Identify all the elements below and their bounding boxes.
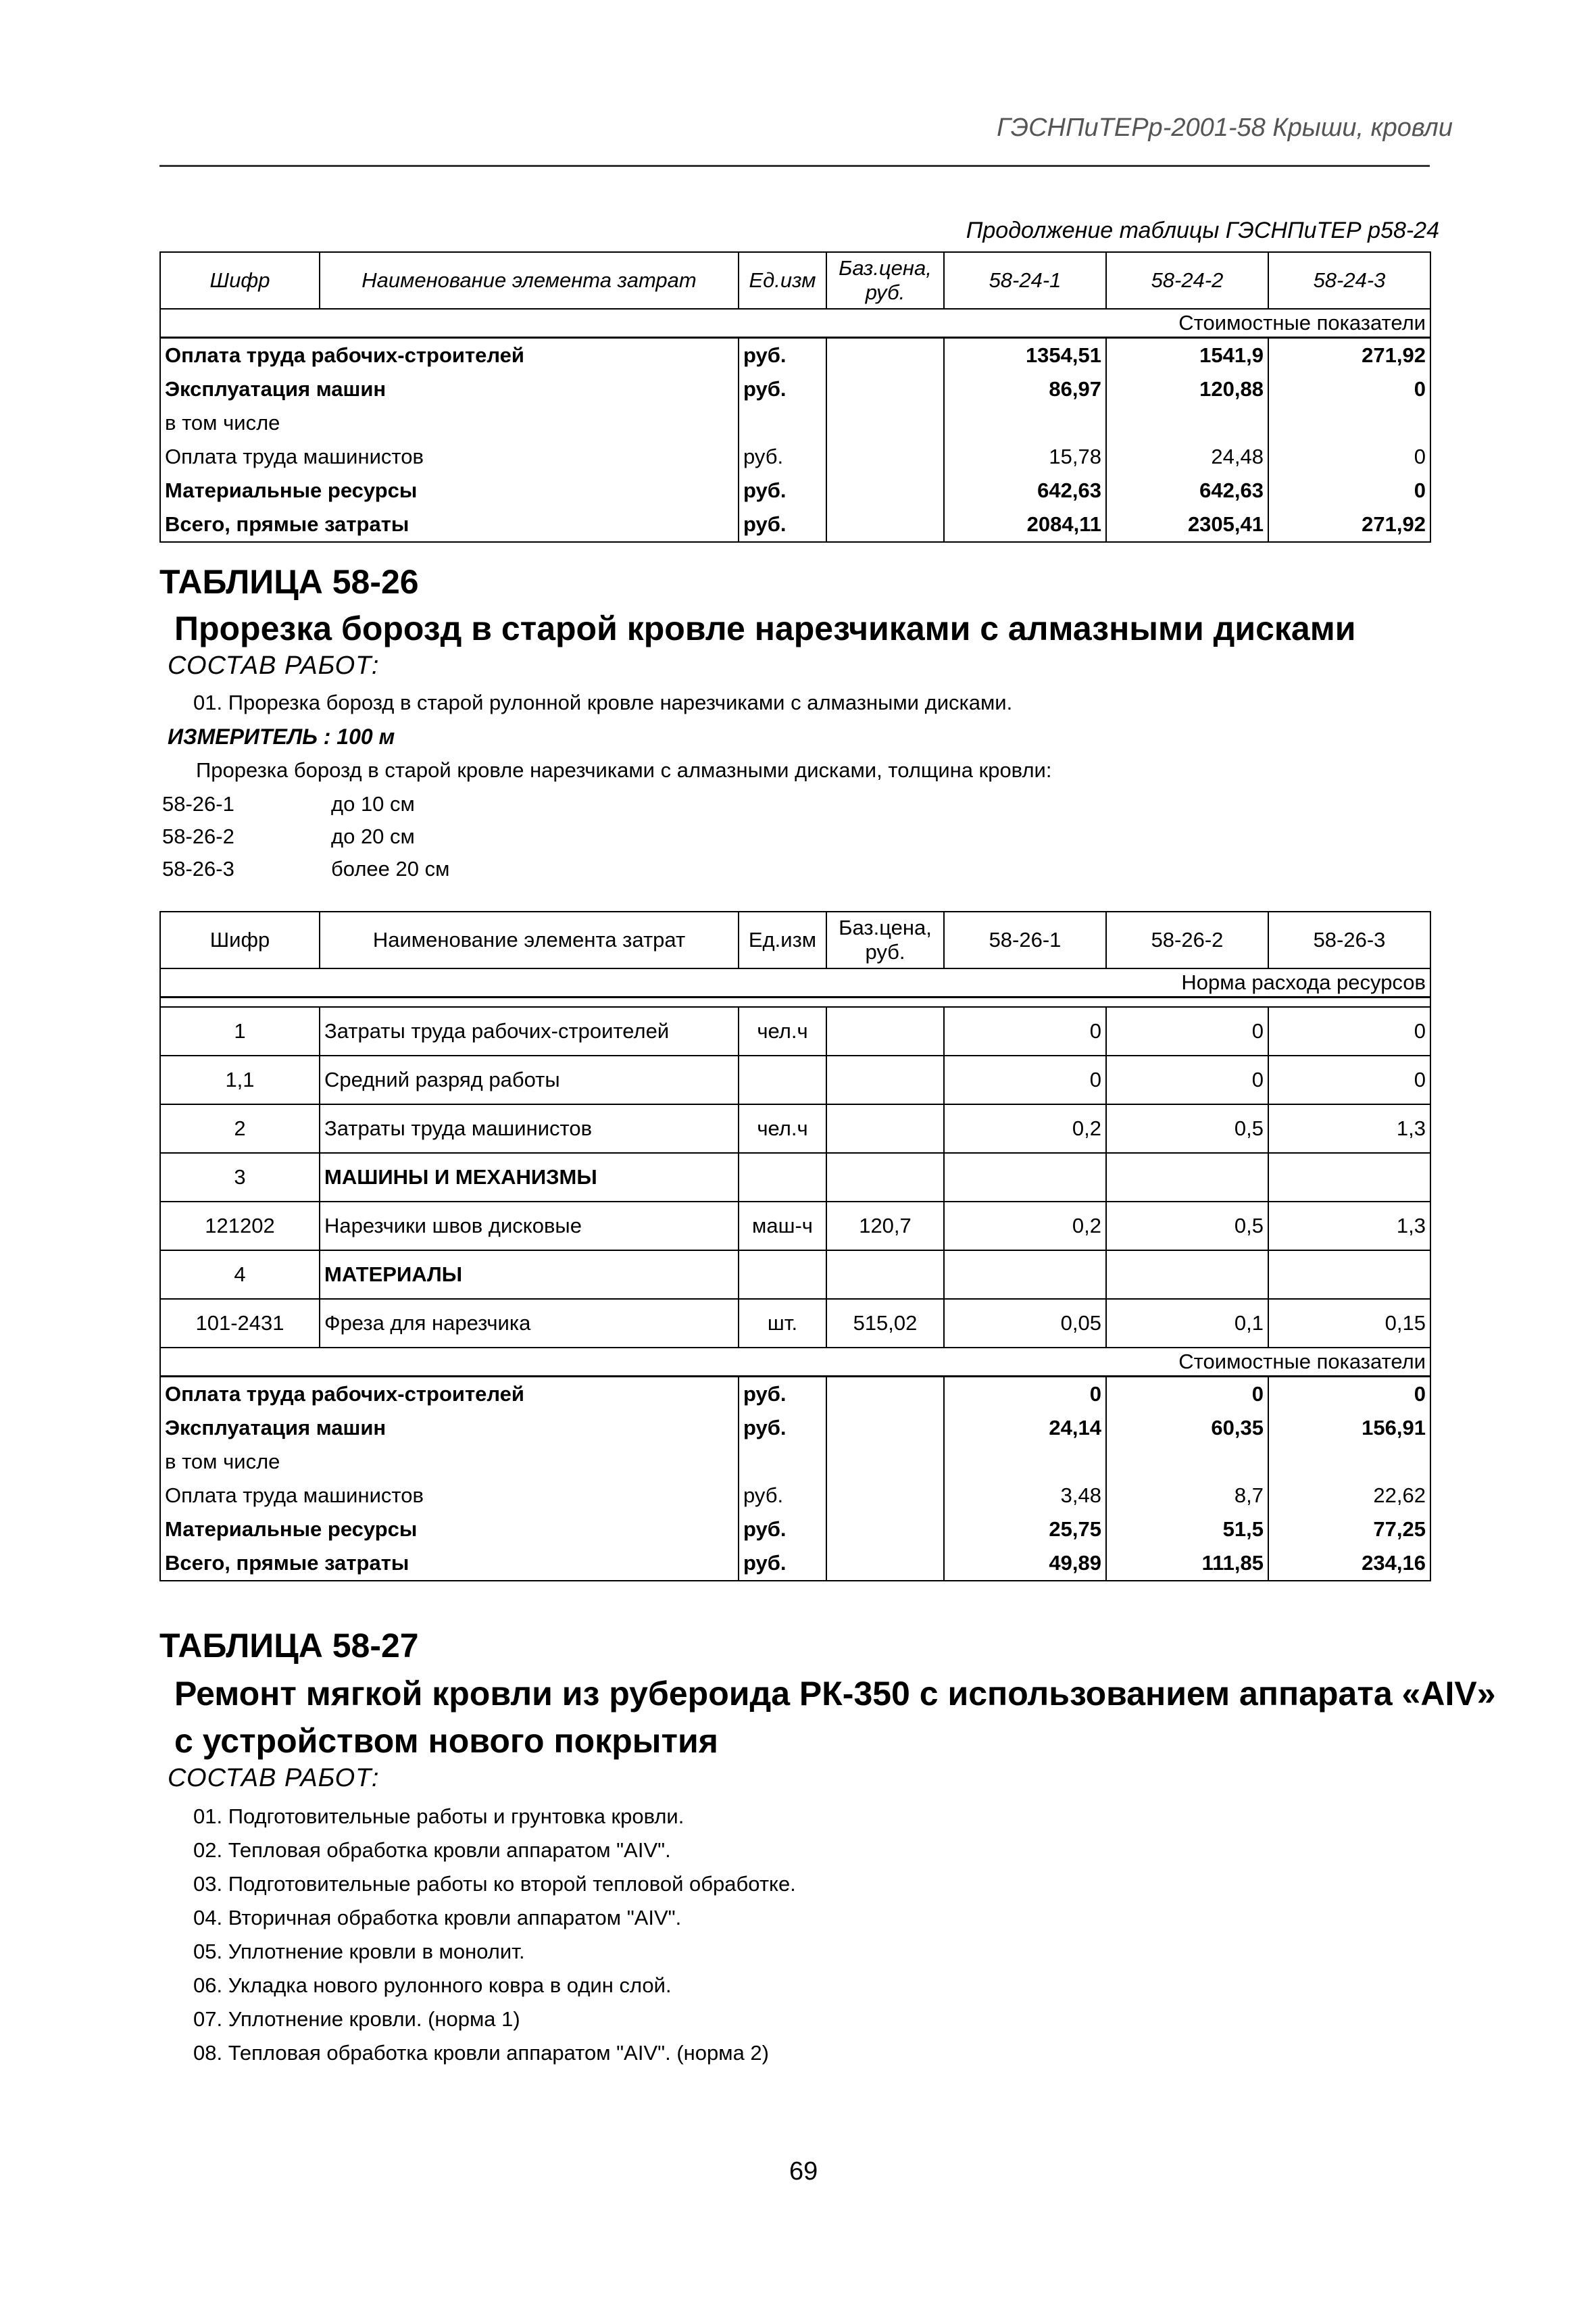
row-unit bbox=[739, 1056, 826, 1104]
code-value: до 20 см bbox=[331, 824, 415, 848]
row-value: 0,2 bbox=[944, 1202, 1106, 1250]
row-unit: руб. bbox=[739, 1512, 826, 1546]
work-item: 02. Тепловая обработка кровли аппаратом "AIV". bbox=[193, 1838, 671, 1862]
row-name: Нарезчики швов дисковые bbox=[320, 1202, 739, 1250]
row-price bbox=[826, 1056, 944, 1104]
table-58-26-measure bbox=[168, 724, 395, 749]
row-value: 120,88 bbox=[1106, 372, 1268, 406]
table-58-26 bbox=[159, 911, 1431, 1581]
col-header-58-24-2: 58-24-2 bbox=[1106, 252, 1268, 309]
measure-label: ИЗМЕРИТЕЛЬ : bbox=[168, 724, 331, 749]
row-unit: руб. bbox=[739, 474, 826, 508]
row-unit: руб. bbox=[739, 1546, 826, 1581]
work-item: 01. Прорезка борозд в старой рулонной кровле нарезчиками с алмазными дисками. bbox=[193, 691, 1013, 714]
row-value: 15,78 bbox=[944, 440, 1106, 474]
row-unit: чел.ч bbox=[739, 1007, 826, 1056]
col-header-code: Шифр bbox=[160, 912, 320, 968]
col-header-58-24-3: 58-24-3 bbox=[1268, 252, 1430, 309]
section-label-norm: Норма расхода ресурсов bbox=[160, 968, 1430, 998]
row-value: 0 bbox=[944, 1377, 1106, 1412]
row-unit: шт. bbox=[739, 1299, 826, 1348]
row-value: 51,5 bbox=[1106, 1512, 1268, 1546]
row-value: 271,92 bbox=[1268, 508, 1430, 542]
row-value: 8,7 bbox=[1106, 1479, 1268, 1512]
row-price bbox=[826, 1104, 944, 1153]
row-unit: руб. bbox=[739, 1377, 826, 1412]
row-name: Фреза для нарезчика bbox=[320, 1299, 739, 1348]
row-name: Средний разряд работы bbox=[320, 1056, 739, 1104]
table-58-27-sostav-label: СОСТАВ РАБОТ: bbox=[168, 1764, 380, 1792]
col-header-name: Наименование элемента затрат bbox=[320, 912, 739, 968]
row-name: Всего, прямые затраты bbox=[160, 1546, 739, 1581]
row-value: 0,15 bbox=[1268, 1299, 1430, 1348]
row-name: МАТЕРИАЛЫ bbox=[320, 1250, 739, 1299]
col-header-price: Баз.цена, руб. bbox=[826, 912, 944, 968]
row-value: 60,35 bbox=[1106, 1411, 1268, 1445]
code-value: до 10 см bbox=[331, 792, 415, 816]
col-header-58-24-1: 58-24-1 bbox=[944, 252, 1106, 309]
row-unit: руб. bbox=[739, 440, 826, 474]
row-value: 24,48 bbox=[1106, 440, 1268, 474]
work-item: 08. Тепловая обработка кровли аппаратом "AIV". (норма 2) bbox=[193, 2041, 770, 2065]
code-value: более 20 см bbox=[331, 857, 450, 881]
row-name: Материальные ресурсы bbox=[160, 1512, 739, 1546]
row-name: Оплата труда рабочих-строителей bbox=[160, 1377, 739, 1412]
row-name: Оплата труда машинистов bbox=[160, 1479, 739, 1512]
row-value: 0 bbox=[1106, 1377, 1268, 1412]
row-unit: руб. bbox=[739, 1411, 826, 1445]
continuation-caption: Продолжение таблицы ГЭСНПиТЕР р58-24 bbox=[966, 218, 1439, 243]
section-label-cost: Стоимостные показатели bbox=[160, 309, 1430, 338]
code-item: 58-26-1 bbox=[162, 792, 234, 816]
row-value: 0 bbox=[1106, 1056, 1268, 1104]
row-value: 2084,11 bbox=[944, 508, 1106, 542]
row-value: 0 bbox=[1268, 440, 1430, 474]
work-item: 06. Укладка нового рулонного ковра в один слой. bbox=[193, 1973, 672, 1997]
col-header-unit: Ед.изм bbox=[739, 252, 826, 309]
row-name: в том числе bbox=[160, 406, 739, 440]
row-value: 111,85 bbox=[1106, 1546, 1268, 1581]
row-value: 1354,51 bbox=[944, 338, 1106, 373]
row-value: 0 bbox=[1106, 1007, 1268, 1056]
row-unit: руб. bbox=[739, 372, 826, 406]
code-item: 58-26-2 bbox=[162, 824, 234, 848]
row-value: 0 bbox=[1268, 474, 1430, 508]
table-58-27-title-line1: Ремонт мягкой кровли из рубероида РК-350 с использованием аппарата «AIV» bbox=[174, 1675, 1496, 1713]
table-58-27-title-line2: с устройством нового покрытия bbox=[174, 1722, 718, 1760]
work-item: 03. Подготовительные работы ко второй тепловой обработке. bbox=[193, 1872, 796, 1896]
row-name: Эксплуатация машин bbox=[160, 372, 739, 406]
row-code: 121202 bbox=[160, 1202, 320, 1250]
row-value: 3,48 bbox=[944, 1479, 1106, 1512]
row-code: 4 bbox=[160, 1250, 320, 1299]
col-header-58-26-1: 58-26-1 bbox=[944, 912, 1106, 968]
col-header-name: Наименование элемента затрат bbox=[320, 252, 739, 309]
row-code: 101-2431 bbox=[160, 1299, 320, 1348]
row-value: 1541,9 bbox=[1106, 338, 1268, 373]
col-header-price: Баз.цена, руб. bbox=[826, 252, 944, 309]
row-value: 77,25 bbox=[1268, 1512, 1430, 1546]
col-header-unit: Ед.изм bbox=[739, 912, 826, 968]
table-58-26-description: Прорезка борозд в старой кровле нарезчиками с алмазными дисками, толщина кровли: bbox=[196, 758, 1052, 782]
row-code: 1 bbox=[160, 1007, 320, 1056]
work-item: 07. Уплотнение кровли. (норма 1) bbox=[193, 2007, 520, 2031]
row-value: 0 bbox=[1268, 1007, 1430, 1056]
row-value: 156,91 bbox=[1268, 1411, 1430, 1445]
row-value: 22,62 bbox=[1268, 1479, 1430, 1512]
row-price: 515,02 bbox=[826, 1299, 944, 1348]
work-item: 05. Уплотнение кровли в монолит. bbox=[193, 1940, 525, 1963]
row-value: 1,3 bbox=[1268, 1104, 1430, 1153]
continuation-table bbox=[159, 251, 1431, 543]
col-header-58-26-3: 58-26-3 bbox=[1268, 912, 1430, 968]
row-code: 3 bbox=[160, 1153, 320, 1202]
row-name: Материальные ресурсы bbox=[160, 474, 739, 508]
row-unit: руб. bbox=[739, 338, 826, 373]
row-value: 642,63 bbox=[1106, 474, 1268, 508]
row-price bbox=[826, 1007, 944, 1056]
row-unit: руб. bbox=[739, 508, 826, 542]
table-58-26-title: Прорезка борозд в старой кровле нарезчиками с алмазными дисками bbox=[174, 610, 1356, 647]
row-value: 2305,41 bbox=[1106, 508, 1268, 542]
row-value: 86,97 bbox=[944, 372, 1106, 406]
row-value: 0 bbox=[1268, 372, 1430, 406]
row-value: 0,2 bbox=[944, 1104, 1106, 1153]
row-value: 0 bbox=[1268, 1377, 1430, 1412]
row-name: Всего, прямые затраты bbox=[160, 508, 739, 542]
row-value: 0 bbox=[944, 1007, 1106, 1056]
row-unit: чел.ч bbox=[739, 1104, 826, 1153]
row-unit: маш-ч bbox=[739, 1202, 826, 1250]
row-name: в том числе bbox=[160, 1445, 739, 1479]
row-value: 49,89 bbox=[944, 1546, 1106, 1581]
row-value: 0,5 bbox=[1106, 1104, 1268, 1153]
row-name: МАШИНЫ И МЕХАНИЗМЫ bbox=[320, 1153, 739, 1202]
section-label-cost: Стоимостные показатели bbox=[160, 1348, 1430, 1377]
page-number: 69 bbox=[789, 2157, 818, 2186]
running-header: ГЭСНПиТЕРр-2001-58 Крыши, кровли bbox=[997, 114, 1453, 142]
table-58-27-number: ТАБЛИЦА 58-27 bbox=[159, 1627, 419, 1665]
row-name: Оплата труда машинистов bbox=[160, 440, 739, 474]
row-name: Затраты труда машинистов bbox=[320, 1104, 739, 1153]
row-value: 0 bbox=[1268, 1056, 1430, 1104]
table-58-26-sostav-label: СОСТАВ РАБОТ: bbox=[168, 651, 380, 680]
row-value: 0,05 bbox=[944, 1299, 1106, 1348]
row-code: 1,1 bbox=[160, 1056, 320, 1104]
col-header-58-26-2: 58-26-2 bbox=[1106, 912, 1268, 968]
row-name: Эксплуатация машин bbox=[160, 1411, 739, 1445]
row-value: 234,16 bbox=[1268, 1546, 1430, 1581]
row-value: 0,1 bbox=[1106, 1299, 1268, 1348]
col-header-code: Шифр bbox=[160, 252, 320, 309]
row-value: 24,14 bbox=[944, 1411, 1106, 1445]
row-value: 0 bbox=[944, 1056, 1106, 1104]
row-unit: руб. bbox=[739, 1479, 826, 1512]
table-58-26-number: ТАБЛИЦА 58-26 bbox=[159, 563, 419, 601]
row-value: 271,92 bbox=[1268, 338, 1430, 373]
header-rule bbox=[159, 165, 1430, 167]
row-value: 25,75 bbox=[944, 1512, 1106, 1546]
row-value: 642,63 bbox=[944, 474, 1106, 508]
measure-value: 100 м bbox=[336, 724, 395, 749]
work-item: 04. Вторичная обработка кровли аппаратом "AIV". bbox=[193, 1906, 682, 1929]
row-code: 2 bbox=[160, 1104, 320, 1153]
row-name: Оплата труда рабочих-строителей bbox=[160, 338, 739, 373]
row-price: 120,7 bbox=[826, 1202, 944, 1250]
work-item: 01. Подготовительные работы и грунтовка кровли. bbox=[193, 1804, 684, 1828]
code-item: 58-26-3 bbox=[162, 857, 234, 881]
row-name: Затраты труда рабочих-строителей bbox=[320, 1007, 739, 1056]
row-value: 0,5 bbox=[1106, 1202, 1268, 1250]
row-value: 1,3 bbox=[1268, 1202, 1430, 1250]
